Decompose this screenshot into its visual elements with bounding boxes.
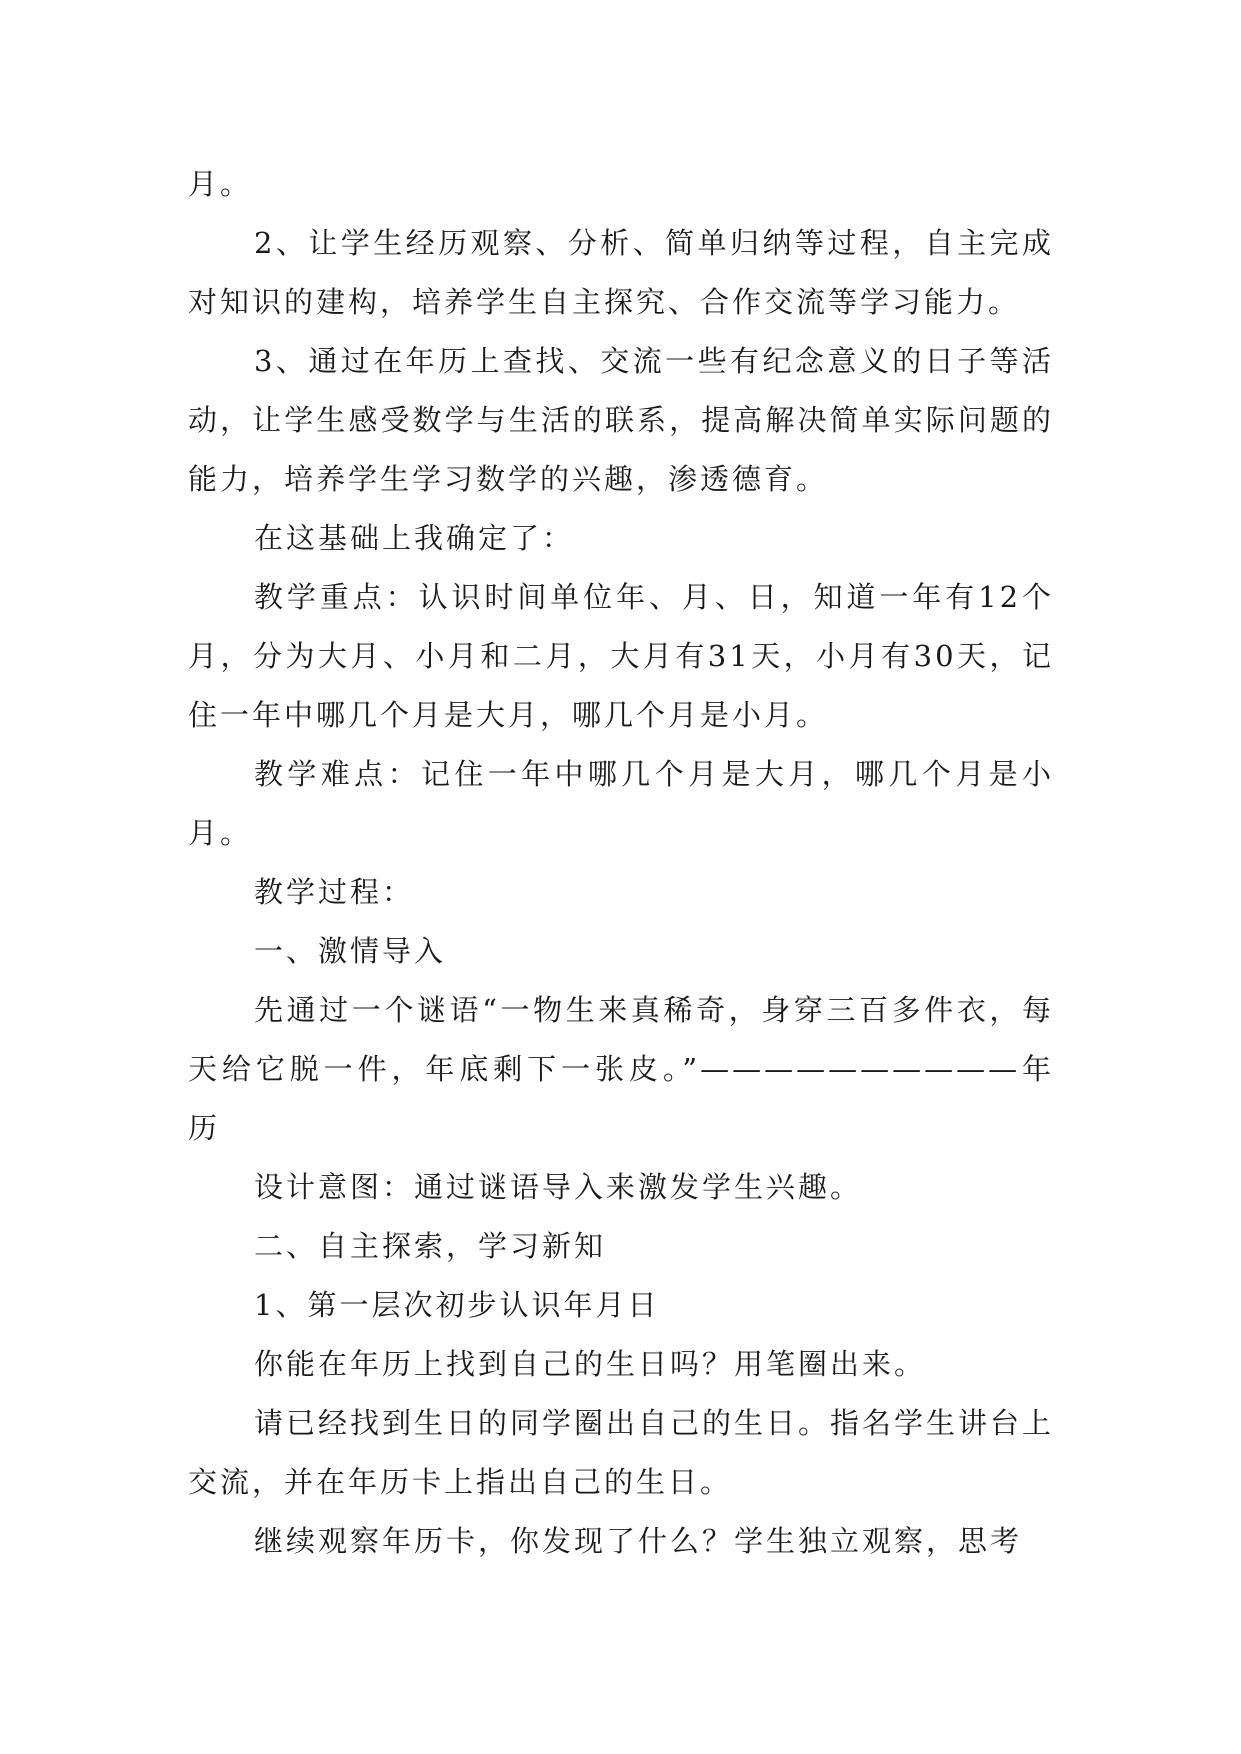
paragraph-objective-2: 2、让学生经历观察、分析、简单归纳等过程，自主完成对知识的建构，培养学生自主探究、合作交流等学习能力。 <box>188 226 1054 319</box>
paragraph-design-intent: 设计意图：通过谜语导入来激发学生兴趣。 <box>254 1170 863 1204</box>
paragraph-observe-calendar: 继续观察年历卡，你发现了什么？学生独立观察，思考 <box>254 1524 1023 1558</box>
heading-teaching-process: 教学过程： <box>254 875 415 909</box>
paragraph-riddle: 先通过一个谜语“一物生来真稀奇，身穿三百多件衣，每天给它脱一件，年底剩下一张皮。”——————————年历 <box>188 993 1054 1145</box>
paragraph-objective-3: 3、通过在年历上查找、交流一些有纪念意义的日子等活动，让学生感受数学与生活的联系，提高解决简单实际问题的能力，培养学生学习数学的兴趣，渗透德育。 <box>188 344 1054 496</box>
paragraph-continuation: 月。 <box>188 167 253 201</box>
paragraph-difficulties: 教学难点：记住一年中哪几个月是大月，哪几个月是小月。 <box>188 757 1054 850</box>
heading-section-1: 一、激情导入 <box>254 934 447 968</box>
paragraph-intro-focus: 在这基础上我确定了： <box>254 521 575 555</box>
document-body <box>188 155 1054 1571</box>
paragraph-birthday-activity: 请已经找到生日的同学圈出自己的生日。指名学生讲台上交流，并在年历卡上指出自己的生日。 <box>188 1406 1055 1499</box>
heading-subsection-1: 1、第一层次初步认识年月日 <box>254 1288 660 1322</box>
paragraph-birthday-question: 你能在年历上找到自己的生日吗？用笔圈出来。 <box>254 1347 927 1381</box>
heading-section-2: 二、自主探索，学习新知 <box>254 1229 607 1263</box>
paragraph-key-points: 教学重点：认识时间单位年、月、日，知道一年有12个月，分为大月、小月和二月，大月有31天，小月有30天，记住一年中哪几个月是大月，哪几个月是小月。 <box>188 580 1054 732</box>
